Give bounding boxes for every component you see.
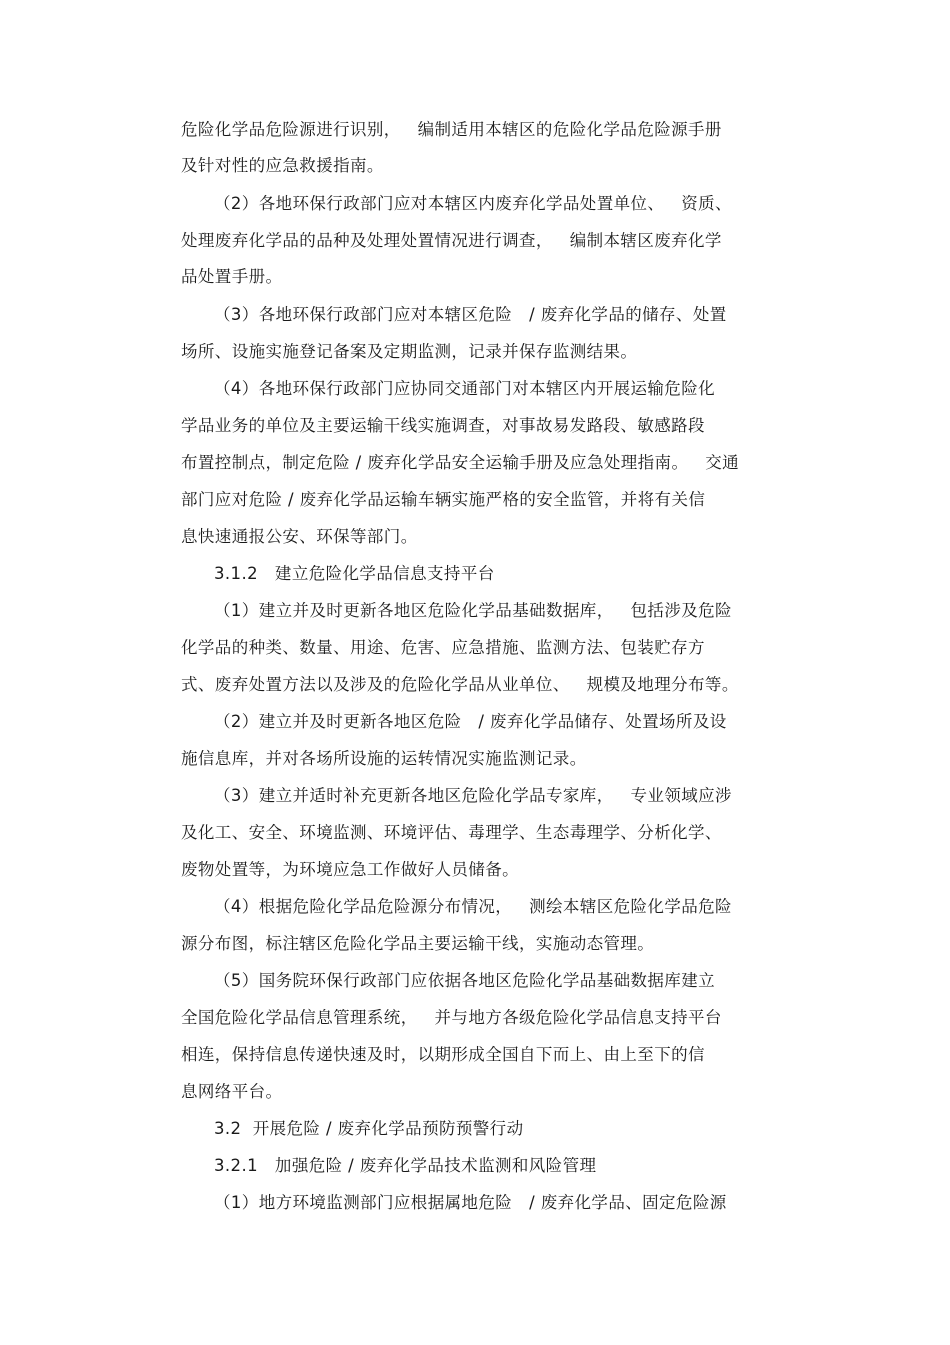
text-line: 息快速通报公安、环保等部门。 [181, 527, 418, 546]
text-line: （2）建立并及时更新各地区危险 / 废弃化学品储存、处置场所及设 [214, 712, 727, 731]
text-line: 相连，保持信息传递快速及时，以期形成全国自下而上、由上至下的信 [181, 1045, 705, 1064]
text-line: （1）地方环境监测部门应根据属地危险 / 废弃化学品、固定危险源 [214, 1193, 727, 1212]
text-line: 品处置手册。 [181, 267, 283, 286]
text-line: 全国危险化学品信息管理系统， 并与地方各级危险化学品信息支持平台 [181, 1008, 722, 1027]
text-line: 及针对性的应急救援指南。 [181, 156, 384, 175]
text-line: 学品业务的单位及主要运输干线实施调查，对事故易发路段、敏感路段 [181, 416, 705, 435]
text-line: 危险化学品危险源进行识别， 编制适用本辖区的危险化学品危险源手册 [181, 120, 722, 139]
text-line: 部门应对危险 / 废弃化学品运输车辆实施严格的安全监管，并将有关信 [181, 490, 706, 509]
section-heading: 3.1.2 建立危险化学品信息支持平台 [214, 564, 495, 583]
text-line: 布置控制点，制定危险 / 废弃化学品安全运输手册及应急处理指南。 交通 [181, 453, 740, 472]
text-line: （1）建立并及时更新各地区危险化学品基础数据库， 包括涉及危险 [214, 601, 732, 620]
text-line: （2）各地环保行政部门应对本辖区内废弃化学品处置单位、 资质、 [214, 194, 732, 213]
text-line: 息网络平台。 [181, 1082, 283, 1101]
text-line: 及化工、安全、环境监测、环境评估、毒理学、生态毒理学、分析化学、 [181, 823, 722, 842]
text-line: （4）根据危险化学品危险源分布情况， 测绘本辖区危险化学品危险 [214, 897, 732, 916]
text-line: 源分布图，标注辖区危险化学品主要运输干线，实施动态管理。 [181, 934, 655, 953]
section-heading: 3.2.1 加强危险 / 废弃化学品技术监测和风险管理 [214, 1156, 597, 1175]
text-line: （4）各地环保行政部门应协同交通部门对本辖区内开展运输危险化 [214, 379, 715, 398]
text-line: （5）国务院环保行政部门应依据各地区危险化学品基础数据库建立 [214, 971, 715, 990]
section-heading: 3.2 开展危险 / 废弃化学品预防预警行动 [214, 1119, 524, 1138]
text-line: 场所、设施实施登记备案及定期监测，记录并保存监测结果。 [181, 342, 638, 361]
text-line: 废物处置等，为环境应急工作做好人员储备。 [181, 860, 519, 879]
text-line: 施信息库，并对各场所设施的运转情况实施监测记录。 [181, 749, 587, 768]
text-line: （3）各地环保行政部门应对本辖区危险 / 废弃化学品的储存、处置 [214, 305, 727, 324]
text-line: （3）建立并适时补充更新各地区危险化学品专家库， 专业领域应涉 [214, 786, 732, 805]
text-line: 式、废弃处置方法以及涉及的危险化学品从业单位、 规模及地理分布等。 [181, 675, 739, 694]
text-line: 处理废弃化学品的品种及处理处置情况进行调查， 编制本辖区废弃化学 [181, 231, 722, 250]
text-line: 化学品的种类、数量、用途、危害、应急措施、监测方法、包装贮存方 [181, 638, 705, 657]
